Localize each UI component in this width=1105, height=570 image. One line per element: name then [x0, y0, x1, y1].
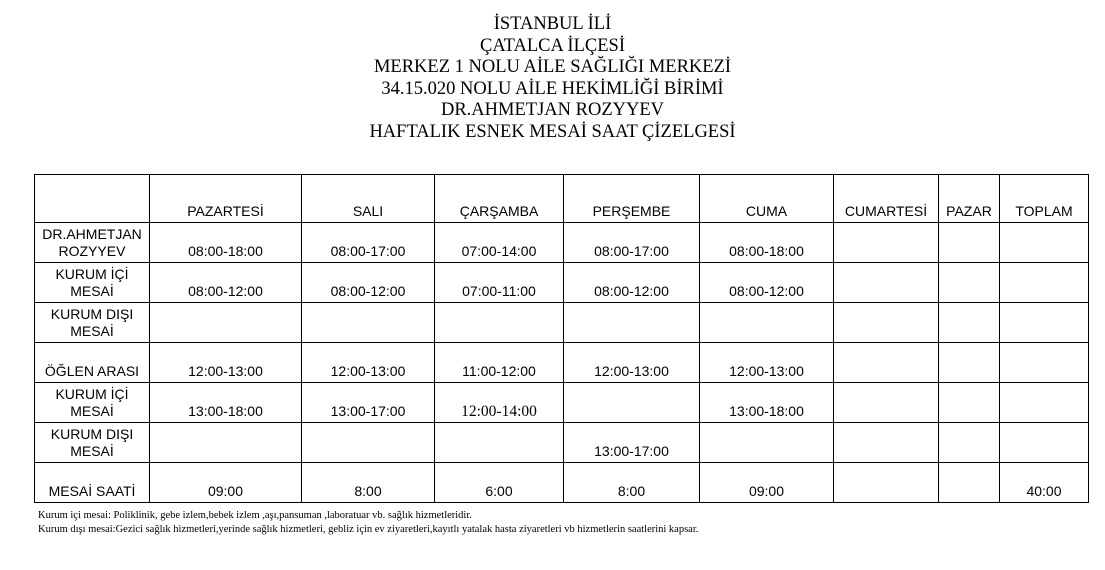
table-cell — [700, 303, 834, 343]
header-cell-monday: PAZARTESİ — [150, 175, 302, 223]
table-cell — [1000, 223, 1089, 263]
table-cell: 13:00-18:00 — [700, 383, 834, 423]
table-cell: 8:00 — [564, 463, 700, 503]
table-cell: 12:00-13:00 — [700, 343, 834, 383]
table-cell — [834, 303, 939, 343]
table-row-work-hours — [35, 463, 1089, 503]
table-row-internal-morning — [35, 263, 1089, 303]
table-cell — [1000, 263, 1089, 303]
table-cell — [834, 343, 939, 383]
table-cell — [564, 383, 700, 423]
row-label-line: DR.AHMETJAN — [42, 226, 142, 242]
table-cell — [1000, 423, 1089, 463]
table-cell: 09:00 — [150, 463, 302, 503]
row-label-line: KURUM DIŞI — [50, 306, 134, 322]
row-label-line: MESAİ — [70, 323, 114, 339]
header-cell-saturday: CUMARTESİ — [834, 175, 939, 223]
table-cell: 11:00-12:00 — [435, 343, 564, 383]
table-cell: 13:00-17:00 — [564, 423, 700, 463]
header-cell-total: TOPLAM — [1000, 175, 1089, 223]
row-label — [35, 463, 150, 503]
table-cell — [939, 263, 1000, 303]
row-label-line: MESAİ — [70, 443, 114, 459]
table-cell — [834, 223, 939, 263]
table-cell — [1000, 383, 1089, 423]
row-label-line: ÖĞLEN ARASI — [44, 363, 140, 379]
table-row-external-morning — [35, 303, 1089, 343]
schedule-table — [34, 174, 1089, 503]
table-cell: 08:00-18:00 — [150, 223, 302, 263]
table-cell — [700, 423, 834, 463]
row-label — [35, 223, 150, 263]
footnotes — [38, 509, 698, 537]
table-cell — [834, 423, 939, 463]
header-cell-thursday: PERŞEMBE — [564, 175, 700, 223]
table-cell — [302, 423, 435, 463]
footnote-external: Kurum dışı mesai:Gezici sağlık hizmetleri,yerinde sağlık hizmetleri, gebliz için ev ziyaretleri,kayıtlı yatalak hasta ziyaretleri vb hizmetlerin saatlerini kapsar. — [38, 524, 699, 535]
footnote-internal: Kurum içi mesai: Poliklinik, gebe izlem,bebek izlem ,aşı,pansuman ,laboratuar vb. sağlık hizmetleridir. — [38, 510, 472, 521]
row-label-line: KURUM DIŞI — [50, 426, 134, 442]
row-label-line: MESAİ — [70, 403, 114, 419]
table-cell: 08:00-12:00 — [150, 263, 302, 303]
table-cell — [302, 303, 435, 343]
document-header — [0, 14, 1105, 143]
header-cell-tuesday: SALI — [302, 175, 435, 223]
table-cell — [939, 423, 1000, 463]
table-cell — [150, 303, 302, 343]
table-cell — [435, 303, 564, 343]
table-cell — [150, 423, 302, 463]
table-cell — [564, 303, 700, 343]
table-cell: 07:00-11:00 — [435, 263, 564, 303]
table-cell — [435, 423, 564, 463]
table-cell: 12:00-13:00 — [302, 343, 435, 383]
table-cell: 12:00-14:00 — [435, 383, 564, 423]
province-title: İSTANBUL İLİ — [493, 14, 612, 34]
row-label-line: ROZYYEV — [58, 243, 126, 259]
table-cell: 09:00 — [700, 463, 834, 503]
table-cell — [939, 223, 1000, 263]
table-cell: 12:00-13:00 — [150, 343, 302, 383]
table-cell: 08:00-18:00 — [700, 223, 834, 263]
table-cell — [834, 263, 939, 303]
unit-title: 34.15.020 NOLU AİLE HEKİMLİĞİ BİRİMİ — [381, 78, 724, 99]
header-cell-wednesday: ÇARŞAMBA — [435, 175, 564, 223]
table-cell: 08:00-12:00 — [564, 263, 700, 303]
table-cell: 08:00-17:00 — [302, 223, 435, 263]
table-cell: 07:00-14:00 — [435, 223, 564, 263]
table-cell: 13:00-18:00 — [150, 383, 302, 423]
table-cell — [1000, 303, 1089, 343]
row-label-line: KURUM İÇİ — [55, 266, 129, 282]
row-label-line: KURUM İÇİ — [55, 386, 129, 402]
table-cell — [939, 303, 1000, 343]
table-cell — [939, 383, 1000, 423]
table-cell: 8:00 — [302, 463, 435, 503]
row-label — [35, 343, 150, 383]
row-label-line: MESAİ — [70, 283, 114, 299]
table-row-doctor — [35, 223, 1089, 263]
row-label — [35, 303, 150, 343]
row-label — [35, 423, 150, 463]
district-title: ÇATALCA İLÇESİ — [480, 35, 625, 56]
table-cell: 08:00-12:00 — [700, 263, 834, 303]
table-cell: 08:00-12:00 — [302, 263, 435, 303]
schedule-title: HAFTALIK ESNEK MESAİ SAAT ÇİZELGESİ — [369, 121, 736, 142]
table-cell: 08:00-17:00 — [564, 223, 700, 263]
table-cell — [939, 463, 1000, 503]
table-row-internal-afternoon — [35, 383, 1089, 423]
table-cell — [939, 343, 1000, 383]
row-label — [35, 263, 150, 303]
table-row-external-afternoon — [35, 423, 1089, 463]
total-hours-cell: 40:00 — [1000, 463, 1089, 503]
row-label-line: MESAİ SAATİ — [48, 483, 136, 499]
table-cell: 12:00-13:00 — [564, 343, 700, 383]
table-cell: 6:00 — [435, 463, 564, 503]
row-label — [35, 383, 150, 423]
health-center-title: MERKEZ 1 NOLU AİLE SAĞLIĞI MERKEZİ — [373, 57, 732, 77]
table-cell — [1000, 343, 1089, 383]
table-cell — [834, 383, 939, 423]
table-cell: 13:00-17:00 — [302, 383, 435, 423]
table-cell — [834, 463, 939, 503]
header-row — [35, 175, 1089, 223]
header-cell-sunday: PAZAR — [939, 175, 1000, 223]
header-cell-friday: CUMA — [700, 175, 834, 223]
table-row-lunch-break — [35, 343, 1089, 383]
doctor-name: DR.AHMETJAN ROZYYEV — [440, 100, 665, 120]
header-cell — [35, 175, 150, 223]
